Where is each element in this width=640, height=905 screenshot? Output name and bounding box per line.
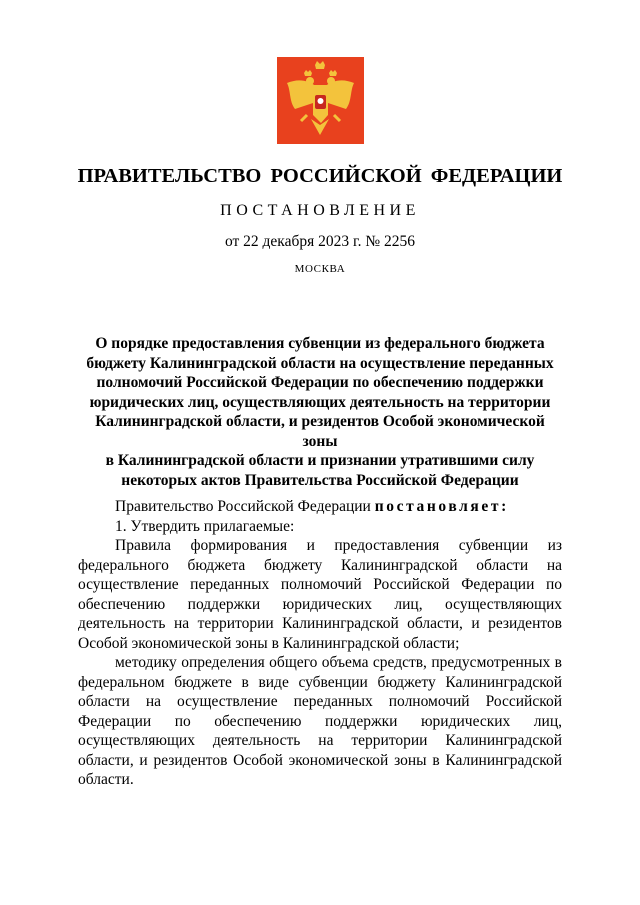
subject-line: бюджету Калининградской области на осуществление переданных [86,354,554,372]
city-name: МОСКВА [294,263,346,275]
rules-paragraph: Правила формирования и предоставления субвенции из федерального бюджета бюджету Калининградской области на осуществление переданных полномочий Российской Федерации по обеспечению поддержки юридических лиц, осуществляющих деятельность на территории Калининградской области, и резидентов Особой экономической зоны в Калининградской области; [78,537,562,652]
coat-of-arms-emblem [277,57,364,144]
document-body [78,497,562,790]
intro-paragraph [78,497,562,517]
methodology-paragraph: методику определения общего объема средств, предусмотренных в федеральном бюджете в виде субвенции бюджету Калининградской области на осуществление переданных полномочий Российской Федерации по обеспечению поддержки юридических лиц, осуществляющих деятельность на территории Калининградской области, и резидентов Особой экономической зоны в Калининградской области. [78,654,562,788]
government-title: ПРАВИТЕЛЬСТВО РОССИЙСКОЙ ФЕДЕРАЦИИ [77,165,563,187]
subject-line: в Калининградской области и признании утратившими силу [105,452,535,469]
subject-line: Калининградской области, и резидентов Особой экономической зоны [95,413,545,450]
subject-line: некоторых актов Правительства Российской Федерации [121,471,519,489]
document-subject [78,334,562,490]
subject-line: полномочий Российской Федерации по обеспечению поддержки [96,374,544,391]
document-type: ПОСТАНОВЛЕНИЕ [220,202,420,219]
double-headed-eagle-icon [277,57,364,144]
document-date-number: от 22 декабря 2023 г. № 2256 [224,233,416,250]
subject-line: О порядке предоставления субвенции из федерального бюджета [95,335,545,352]
item-1-paragraph: 1. Утвердить прилагаемые: [115,517,295,535]
subject-line: юридических лиц, осуществляющих деятельность на территории [89,393,551,411]
intro-text: Правительство Российской Федерации [115,498,375,515]
decrees-word: постановляет: [374,498,509,515]
